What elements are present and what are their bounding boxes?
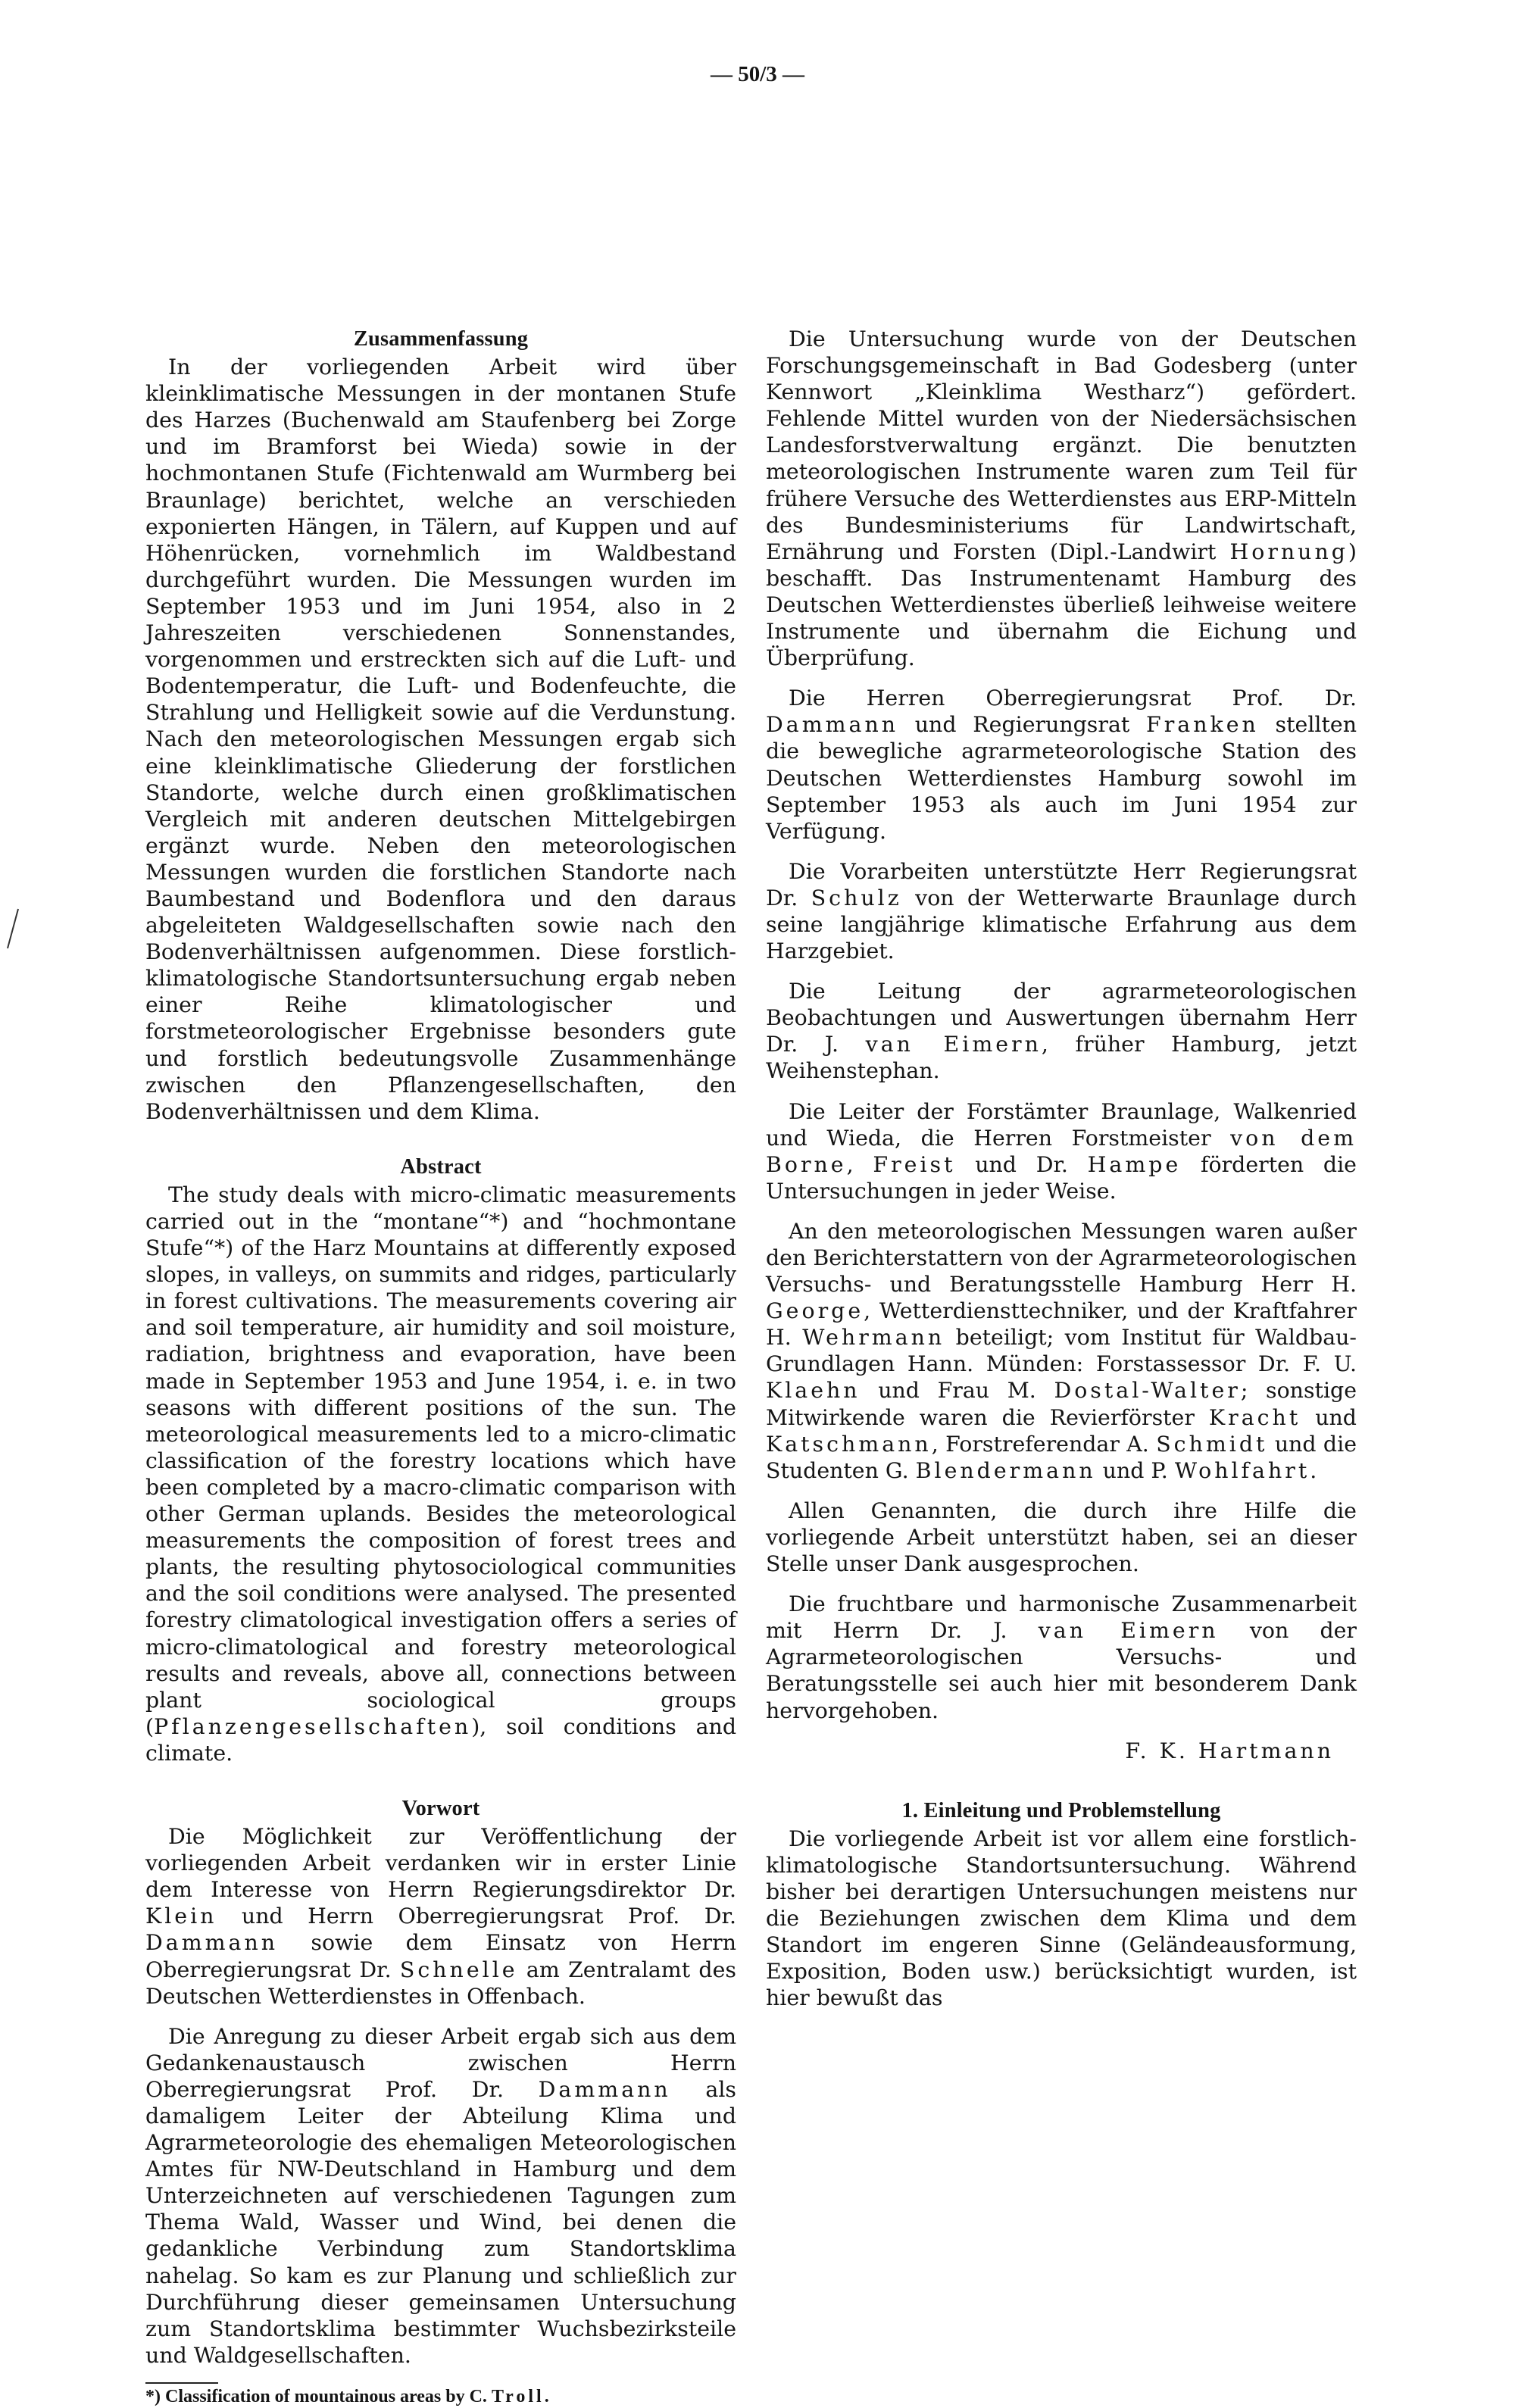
chapter-heading: 1. Einleitung und Problemstellung xyxy=(901,1798,1221,1822)
foreword-paragraph: Die Untersuchung wurde von der Deutschen Forschungsgemeinschaft in Bad Godesberg (unter Kennwort „Kleinklima Westharz“) gefördert. Fehlende Mittel wurden von der Niedersächsischen Landesforstverwaltung ergänzt. Die benutzten meteorologischen Instrumente waren zum Teil für frühere Versuche des Wetterdienstes aus ERP-Mitteln des Bundesministeriums für Landwirtschaft, Ernährung und Forsten (Dipl.-Landwirt Hornung) beschafft. Das Instrumentenamt Hamburg des Deutschen Wetterdienstes überließ leihweise weitere Instrumente und übernahm die Eichung und Überprüfung. xyxy=(766,326,1357,671)
margin-mark xyxy=(3,907,21,950)
foreword-paragraph: Allen Genannten, die durch ihre Hilfe die vorliegende Arbeit unterstützt haben, sei an dieser Stelle unser Dank ausgesprochen. xyxy=(766,1498,1357,1577)
foreword-paragraph: Die Leiter der Forstämter Braunlage, Walkenried und Wieda, die Herren Forstmeister von dem Borne, Freist und Dr. Hampe förderten die Untersuchungen in jeder Weise. xyxy=(766,1098,1357,1204)
abstract-heading: Abstract xyxy=(400,1154,482,1179)
page-number: — 50/3 — xyxy=(710,62,805,86)
foreword-paragraph: Die Anregung zu dieser Arbeit ergab sich aus dem Gedankenaustausch zwischen Herrn Oberregierungsrat Prof. Dr. Dammann als damaligem Leiter der Abteilung Klima und Agrarmeteorologie des ehemaligen Meteorologischen Amtes für NW-Deutschland in Hamburg und dem Unterzeichneten auf verschiedenen Tagungen zum Thema Wald, Wasser und Wind, bei denen die gedankliche Verbindung zum Standortsklima nahelag. So kam es zur Planung und schließlich zur Durchführung dieser gemeinsamen Untersuchung zum Standortsklima bestimmter Wuchsbezirksteile und Waldgesellschaften. xyxy=(145,2023,736,2368)
summary-text: In der vorliegenden Arbeit wird über kleinklimatische Messungen in der montanen Stufe des Harzes (Buchenwald am Staufenberg bei Zorge und im Bramforst bei Wieda) sowie in der hochmontanen Stufe (Fichtenwald am Wurmberg bei Braunlage) berichtet, welche an verschieden exponierten Hängen, in Tälern, auf Kuppen und auf Höhenrücken, vornehmlich im Waldbestand durchgeführt wurden. Die Messungen wurden im September 1953 und im Juni 1954, also in 2 Jahreszeiten verschiedenen Sonnenstandes, vorgenommen und erstreckten sich auf die Luft- und Bodentemperatur, die Luft- und Bodenfeuchte, die Strahlung und Helligkeit sowie auf die Verdunstung. Nach den meteorologischen Messungen ergab sich eine kleinklimatische Gliederung der forstlichen Standorte, welche durch einen großklimatischen Vergleich mit anderen deutschen Mittelgebirgen ergänzt wurde. Neben den meteorologischen Messungen wurden die forstlichen Standorte nach Baumbestand und Bodenflora und den daraus abgeleiteten Waldgesellschaften sowie nach den Bodenverhältnissen aufgenommen. Diese forstlich-klimatologische Standortsuntersuchung ergab neben einer Reihe klimatologischer und forstmeteorologischer Ergebnisse besonders gute und forstlich bedeutungsvolle Zusammenhänge zwischen den Pflanzengesellschaften, den Bodenverhältnissen und dem Klima. xyxy=(145,354,736,1124)
right-column xyxy=(766,326,1357,2025)
foreword-paragraph: An den meteorologischen Messungen waren außer den Berichterstattern von der Agrarmeteorologischen Versuchs- und Beratungsstelle Hamburg Herr H. George, Wetterdiensttechniker, und der Kraftfahrer H. Wehrmann beteiligt; vom Institut für Waldbau-Grundlagen Hann. Münden: Forstassessor Dr. F. U. Klaehn und Frau M. Dostal-Walter; sonstige Mitwirkende waren die Revierförster Kracht und Katschmann, Forstreferendar A. Schmidt und die Studenten G. Blendermann und P. Wohlfahrt. xyxy=(766,1218,1357,1483)
chapter-text: Die vorliegende Arbeit ist vor allem eine forstlich-klimatologische Standortsuntersuchung. Während bisher bei derartigen Untersuchungen meistens nur die Beziehungen zwischen dem Klima und dem Standort im engeren Sinne (Geländeausformung, Exposition, Boden usw.) berücksichtigt wurden, ist hier bewußt das xyxy=(766,1826,1357,2011)
foreword-paragraph: Die Möglichkeit zur Veröffentlichung der vorliegenden Arbeit verdanken wir in erster Linie dem Interesse von Herrn Regierungsdirektor Dr. Klein und Herrn Oberregierungsrat Prof. Dr. Dammann sowie dem Einsatz von Herrn Oberregierungsrat Dr. Schnelle am Zentralamt des Deutschen Wetterdienstes in Offenbach. xyxy=(145,1824,736,2009)
footnote-rule xyxy=(145,2382,218,2384)
foreword-paragraph: Die Vorarbeiten unterstützte Herr Regierungsrat Dr. Schulz von der Wetterwarte Braunlage durch seine langjährige klimatische Erfahrung aus dem Harzgebiet. xyxy=(766,858,1357,964)
left-column xyxy=(145,326,736,2408)
summary-heading: Zusammenfassung xyxy=(353,327,529,351)
abstract-text: The study deals with micro-climatic measurements carried out in the “montane“*) and “hochmontane Stufe“*) of the Harz Mountains at differently exposed slopes, in valleys, on summits and ridges, particularly in forest cultivations. The measurements covering air and soil temperature, air humidity and soil moisture, radiation, brightness and evaporation, have been made in September 1953 and June 1954, i. e. in two seasons with different positions of the sun. The meteorological measurements led to a micro-climatic classification of the forestry locations which have been completed by a macro-climatic comparison with other German uplands. Besides the meteorological measurements the composition of forest trees and plants, the resulting phytosociological communities and the soil conditions were analysed. The presented forestry climatological investigation offers a series of micro-climatological and forestry meteorological results and reveals, above all, connections between plant sociological groups (Pflanzengesellschaften), soil conditions and climate. xyxy=(145,1182,736,1766)
foreword-paragraph: Die Leitung der agrarmeteorologischen Beobachtungen und Auswertungen übernahm Herr Dr. J. van Eimern, früher Hamburg, jetzt Weihenstephan. xyxy=(766,979,1357,1084)
foreword-paragraph: Die Herren Oberregierungsrat Prof. Dr. Dammann und Regierungsrat Franken stellten die bewegliche agrarmeteorologische Station des Deutschen Wetterdienstes Hamburg sowohl im September 1953 als auch im Juni 1954 zur Verfügung. xyxy=(766,686,1357,844)
foreword-paragraph: Die fruchtbare und harmonische Zusammenarbeit mit Herrn Dr. J. van Eimern von der Agrarmeteorologischen Versuchs- und Beratungsstelle sei auch hier mit besonderem Dank hervorgehoben. xyxy=(766,1591,1357,1723)
foreword-heading: Vorwort xyxy=(401,1796,480,1820)
footnote: *) Classification of mountainous areas by C. Troll. xyxy=(145,2386,549,2406)
signature: F. K. Hartmann xyxy=(1125,1738,1334,1763)
